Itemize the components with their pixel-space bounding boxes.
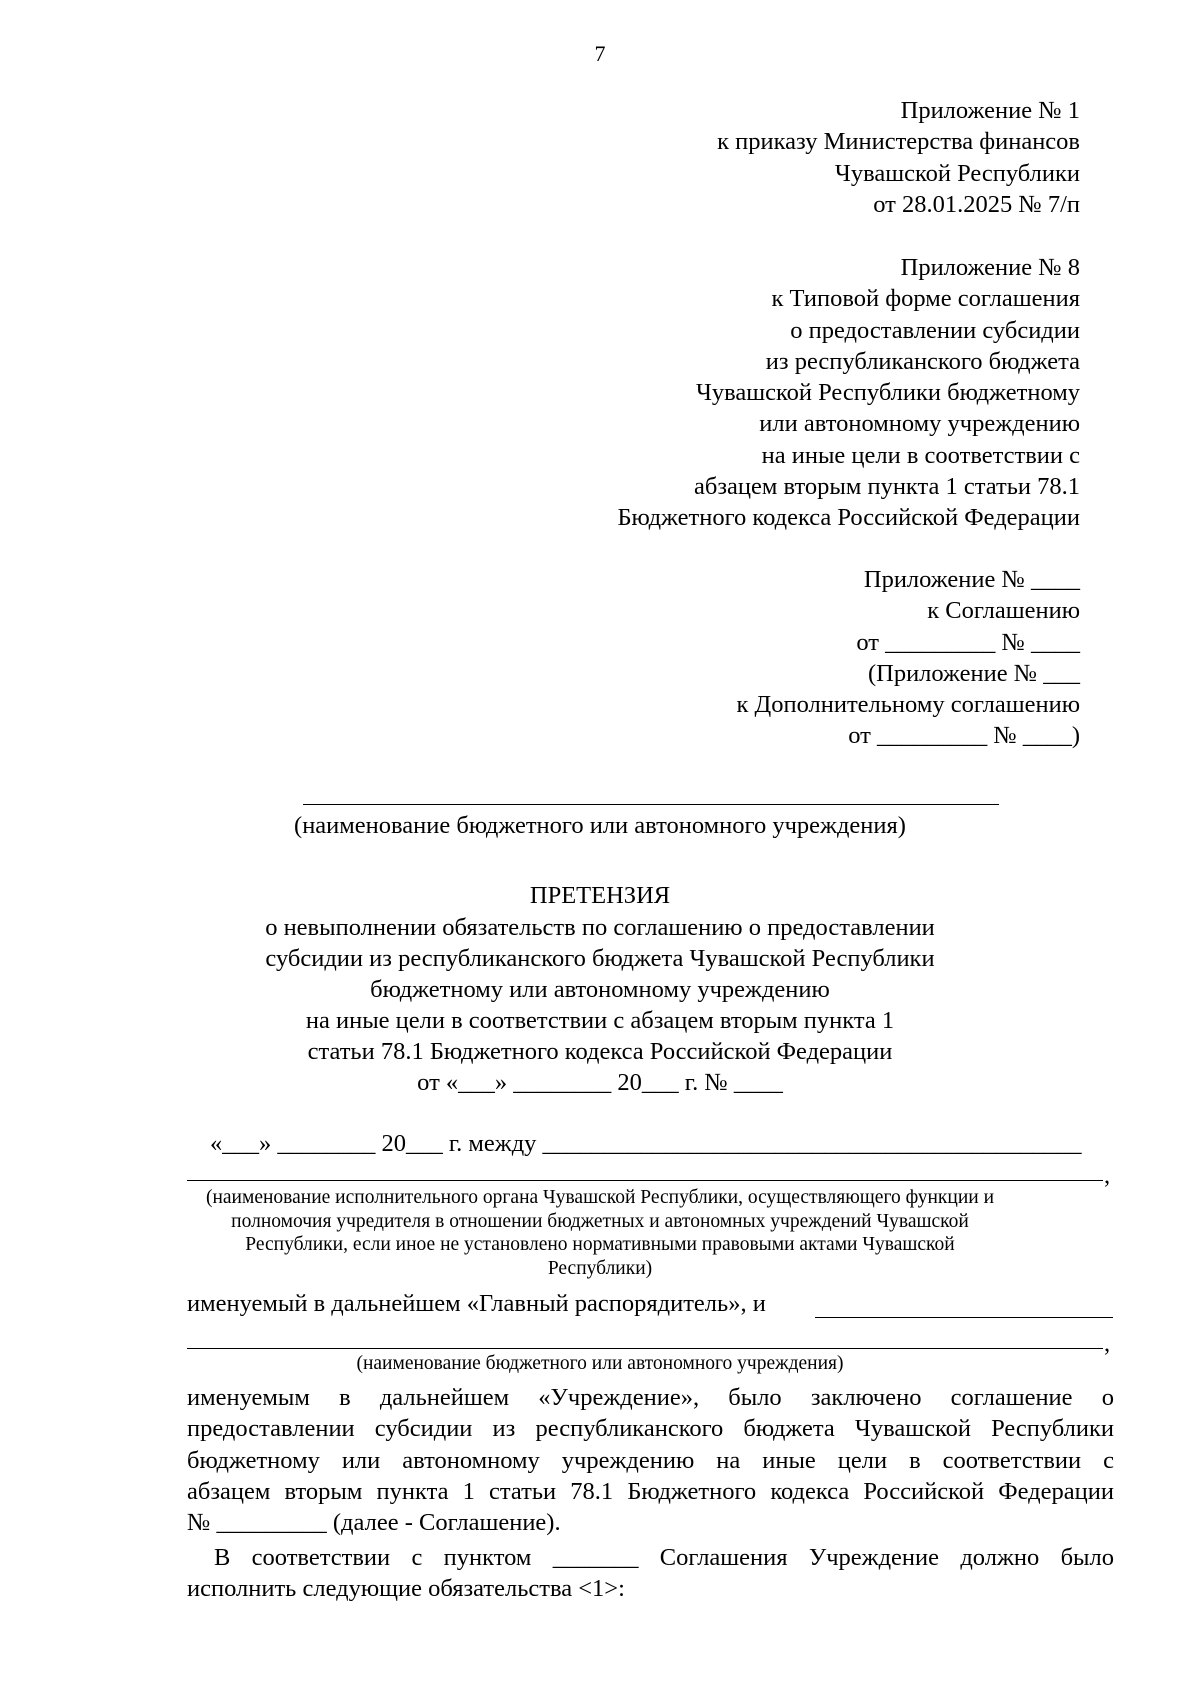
agreement-appendix-line: Приложение № ____ [863,566,1080,593]
agreement-paragraph [187,1382,1114,1538]
subtitle-line: от «___» ________ 20___ г. № ____ [417,1069,783,1096]
appendix-8-line: Приложение № 8 [900,254,1080,281]
comma: , [1104,1162,1111,1189]
appendix-8-header [617,252,1080,534]
appendix-8-line: о предоставлении субсидии [790,316,1080,344]
paragraph-line: № _________ (далее - Соглашение). [187,1509,561,1537]
appendix-8-line: из республиканского бюджета [765,347,1080,375]
executive-name-blank-line [187,1180,1103,1181]
appendix-1-header [717,95,1080,220]
appendix-1-line: от 28.01.2025 № 7/п [873,190,1080,218]
executive-caption-line: (наименование исполнительного органа Чувашской Республики, осуществляющего функции и [205,1187,995,1208]
executive-caption-line: полномочия учредителя в отношении бюджетных и автономных учреждений Чувашской [231,1210,969,1232]
agreement-appendix-line: (Приложение № ___ [867,659,1080,687]
appendix-1-line: Приложение № 1 [900,97,1080,124]
paragraph-line: бюджетному или автономному учреждению на иные цели в соответствии с [187,1446,1114,1474]
paragraph-line: В соответствии с пунктом _______ Соглашения Учреждение должно было [214,1544,1114,1571]
appendix-8-line: к Типовой форме соглашения [771,285,1080,313]
agreement-appendix-header [736,564,1080,752]
agreement-appendix-line: от _________ № ____ [856,628,1080,656]
chief-manager-line: именуемый в дальнейшем «Главный распорядитель», и [187,1290,766,1317]
institution-caption-2 [0,1352,1200,1376]
agreement-appendix-line: от _________ № ____) [848,722,1080,750]
subtitle-line: о невыполнении обязательств по соглашению о предоставлении [265,914,935,941]
paragraph-line: исполнить следующие обязательства <1>: [187,1575,625,1603]
appendix-8-line: Чувашской Республики бюджетному [695,379,1080,407]
page-number: 7 [594,41,606,66]
comma: , [1104,1330,1111,1357]
paragraph-line: предоставлении субсидии из республиканского бюджета Чувашской Республики [187,1415,1114,1443]
subtitle-line: бюджетному или автономному учреждению [370,976,830,1003]
institution-name-blank-line [303,804,999,805]
appendix-8-line: или автономному учреждению [759,410,1080,438]
paragraph-line: именуемым в дальнейшем «Учреждение», было заключено соглашение о [187,1384,1114,1411]
appendix-8-line: абзацем вторым пункта 1 статьи 78.1 [694,473,1080,501]
executive-caption [0,1186,1200,1280]
appendix-8-line: на иные цели в соответствии с [761,441,1080,469]
executive-caption-line: Республики) [547,1257,653,1279]
executive-caption-line: Республики, если иное не установлено нормативными правовыми актами Чувашской [245,1234,955,1255]
subtitle-line: на иные цели в соответствии с абзацем вторым пункта 1 [305,1007,895,1034]
institution-caption: (наименование бюджетного или автономного учреждения) [294,812,906,839]
institution-blank-line-1 [815,1317,1113,1318]
subtitle-line: статьи 78.1 Бюджетного кодекса Российской Федерации [307,1038,893,1065]
agreement-appendix-line: к Дополнительному соглашению [736,691,1080,719]
document-subtitle [0,912,1200,1098]
obligations-paragraph [187,1542,1114,1605]
agreement-appendix-line: к Соглашению [927,597,1080,625]
between-line: «___» ________ 20___ г. между ____________________________________________ [210,1130,1082,1157]
document-title: ПРЕТЕНЗИЯ [529,882,671,909]
appendix-1-line: Чувашской Республики [834,159,1080,187]
institution-caption-2-text: (наименование бюджетного или автономного учреждения) [356,1353,844,1374]
subtitle-line: субсидии из республиканского бюджета Чувашской Республики [265,945,935,972]
appendix-8-line: Бюджетного кодекса Российской Федерации [617,504,1080,532]
institution-blank-line-2 [187,1348,1103,1349]
paragraph-line: абзацем вторым пункта 1 статьи 78.1 Бюджетного кодекса Российской Федерации [187,1477,1114,1505]
appendix-1-line: к приказу Министерства финансов [717,128,1080,156]
